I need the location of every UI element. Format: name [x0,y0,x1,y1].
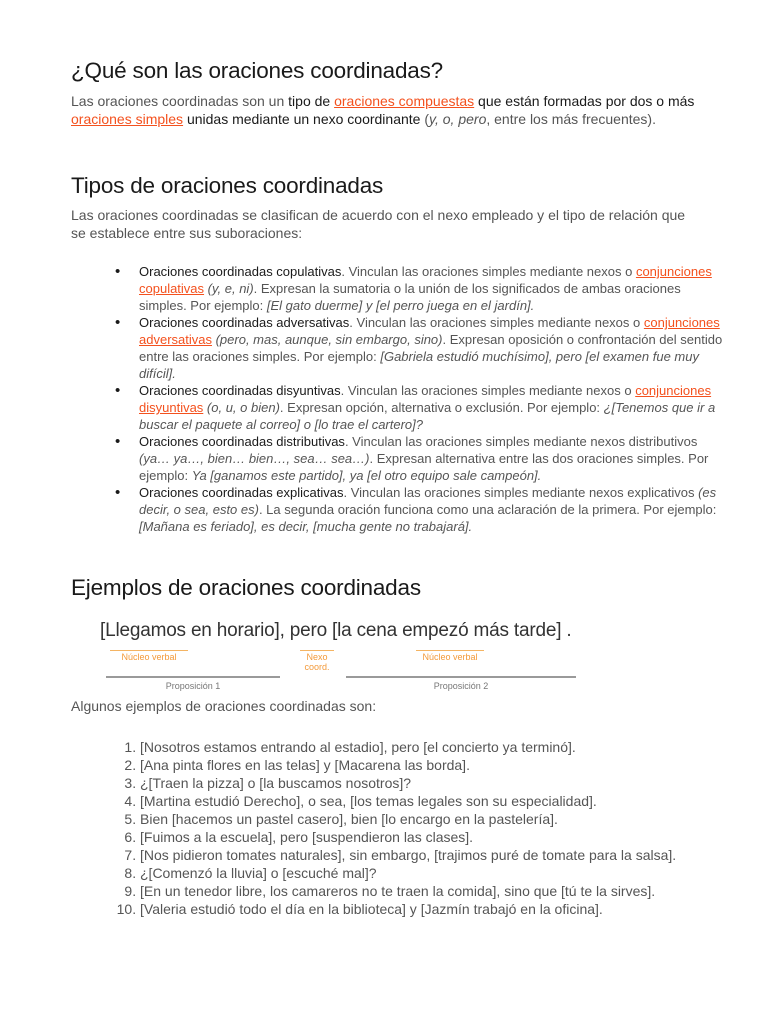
examples-intro: Algunos ejemplos de oraciones coordinadas son: [71,698,377,714]
type-example: [El gato duerme] y [el perro juega en el jardín] [266,298,531,313]
tipos-intro-paragraph: Las oraciones coordinadas se clasifican de acuerdo con el nexo empleado y el tipo de relación que se establece entre sus suboraciones: [71,207,686,241]
section-title-que-son: ¿Qué son las oraciones coordinadas? [71,58,443,83]
definition-paragraph [71,92,701,128]
examples-list [112,738,730,918]
definition-text-dark: unidas mediante un nexo coordinante [183,111,421,127]
type-term: Oraciones coordinadas adversativas [139,315,350,330]
type-term: Oraciones coordinadas distributivas [139,434,345,449]
diagram-sentence: [Llegamos en horario], pero [la cena empezó más tarde] . [100,620,572,641]
list-item: 5. Bien [hacemos un pastel casero], bien [lo encargo en la pastelería]. [140,810,730,828]
label-nucleo-verbal-1: Núcleo verbal [121,652,177,662]
label-proposicion-1: Proposición 1 [165,681,221,691]
list-item: 1. [Nosotros estamos entrando al estadio], pero [el concierto ya terminó]. [140,738,730,756]
type-nexos: (pero, mas, aunque, sin embargo, sino) [211,332,443,347]
link-conjunciones-copulativas[interactable]: conjunciones copulativas [139,264,712,296]
list-item-copulativas [139,263,729,314]
link-oraciones-simples[interactable]: oraciones simples [71,111,184,127]
type-text: . Vinculan las oraciones simples mediante nexos o [340,383,636,398]
type-example: Ya [ganamos este partido], ya [el otro equipo sale campeón] [191,468,538,483]
list-item-adversativas [139,314,729,382]
type-text: . La segunda oración funciona como una aclaración de la primera. Por ejemplo: [258,502,717,517]
type-example: ¿[Tenemos que ir a buscar el paquete al correo] o [lo trae el cartero]? [139,400,716,432]
list-item: 4. [Martina estudió Derecho], o sea, [los temas legales son su especialidad]. [140,792,730,810]
nucleo-underline-1 [110,650,188,651]
proposition-line-1 [106,676,280,678]
definition-text: Las oraciones coordinadas son un [71,93,289,109]
type-term: Oraciones coordinadas disyuntivas [139,383,341,398]
definition-text: , entre los más frecuentes). [486,111,656,127]
type-term: Oraciones coordinadas explicativas [139,485,344,500]
type-text: . Expresan oposición o confrontación del sentido entre las oraciones simples. Por ejemplo: [139,332,723,364]
type-text: . Vinculan las oraciones simples mediante nexos explicativos [343,485,699,500]
type-example: [Mañana es feriado], es decir, [mucha gente no trabajará] [139,519,469,534]
type-nexos: (o, u, o bien) [203,400,280,415]
list-item: 10. [Valeria estudió todo el día en la biblioteca] y [Jazmín trabajó en la oficina]. [140,900,730,918]
list-item-distributivas [139,433,729,484]
type-end: . [537,468,542,483]
type-text: . Vinculan las oraciones simples mediante nexos o [349,315,644,330]
list-item: 8. ¿[Comenzó la lluvia] o [escuché mal]? [140,864,730,882]
nexo-underline [300,650,334,651]
type-end: . [172,366,176,381]
type-text: . Expresan la sumatoria o la unión de los significados de ambas oraciones simples. Por ejemplo: [139,281,681,313]
proposition-line-2 [346,676,576,678]
definition-text-dark: que están formadas por dos o más [474,93,695,109]
list-item: 7. [Nos pidieron tomates naturales], sin embargo, [trajimos puré de tomate para la salsa]. [140,846,730,864]
list-item: 9. [En un tenedor libre, los camareros no te traen la comida], sino que [tú te la sirves]. [140,882,730,900]
type-end: . [530,298,535,313]
definition-text: ( [420,111,430,127]
section-title-ejemplos: Ejemplos de oraciones coordinadas [71,575,421,600]
section-title-tipos: Tipos de oraciones coordinadas [71,173,384,198]
definition-examples: y, o, pero [429,111,487,127]
example-diagram [100,620,590,692]
nucleo-underline-2 [416,650,484,651]
type-example: [Gabriela estudió muchísimo], pero [el examen fue muy difícil] [139,349,699,381]
link-oraciones-compuestas[interactable]: oraciones compuestas [334,93,475,109]
list-item-disyuntivas [139,382,729,433]
link-conjunciones-adversativas[interactable]: conjunciones adversativas [139,315,720,347]
label-nexo-coord: Nexo coord. [304,652,330,672]
type-end: . [468,519,473,534]
link-conjunciones-disyuntivas[interactable]: conjunciones disyuntivas [139,383,712,415]
type-nexos: (ya… ya…, bien… bien…, sea… sea…) [139,451,370,466]
type-nexos: (y, e, ni) [204,281,254,296]
label-nucleo-verbal-2: Núcleo verbal [422,652,478,662]
type-term: Oraciones coordinadas copulativas [139,264,342,279]
list-item: 3. ¿[Traen la pizza] o [la buscamos nosotros]? [140,774,730,792]
list-item: 6. [Fuimos a la escuela], pero [suspendieron las clases]. [140,828,730,846]
list-item: 2. [Ana pinta flores en las telas] y [Macarena las borda]. [140,756,730,774]
type-text: . Vinculan las oraciones simples mediante nexos o [341,264,636,279]
types-list [112,263,729,535]
type-text: . Expresan opción, alternativa o exclusión. Por ejemplo: [279,400,604,415]
type-text: . Vinculan las oraciones simples mediante nexos distributivos [344,434,698,449]
type-nexos: (es decir, o sea, esto es) [139,485,717,517]
label-proposicion-2: Proposición 2 [433,681,489,691]
definition-text-dark: tipo de [288,93,335,109]
type-text: . Expresan alternativa entre las dos oraciones simples. Por ejemplo: [139,451,709,483]
list-item-explicativas [139,484,729,535]
